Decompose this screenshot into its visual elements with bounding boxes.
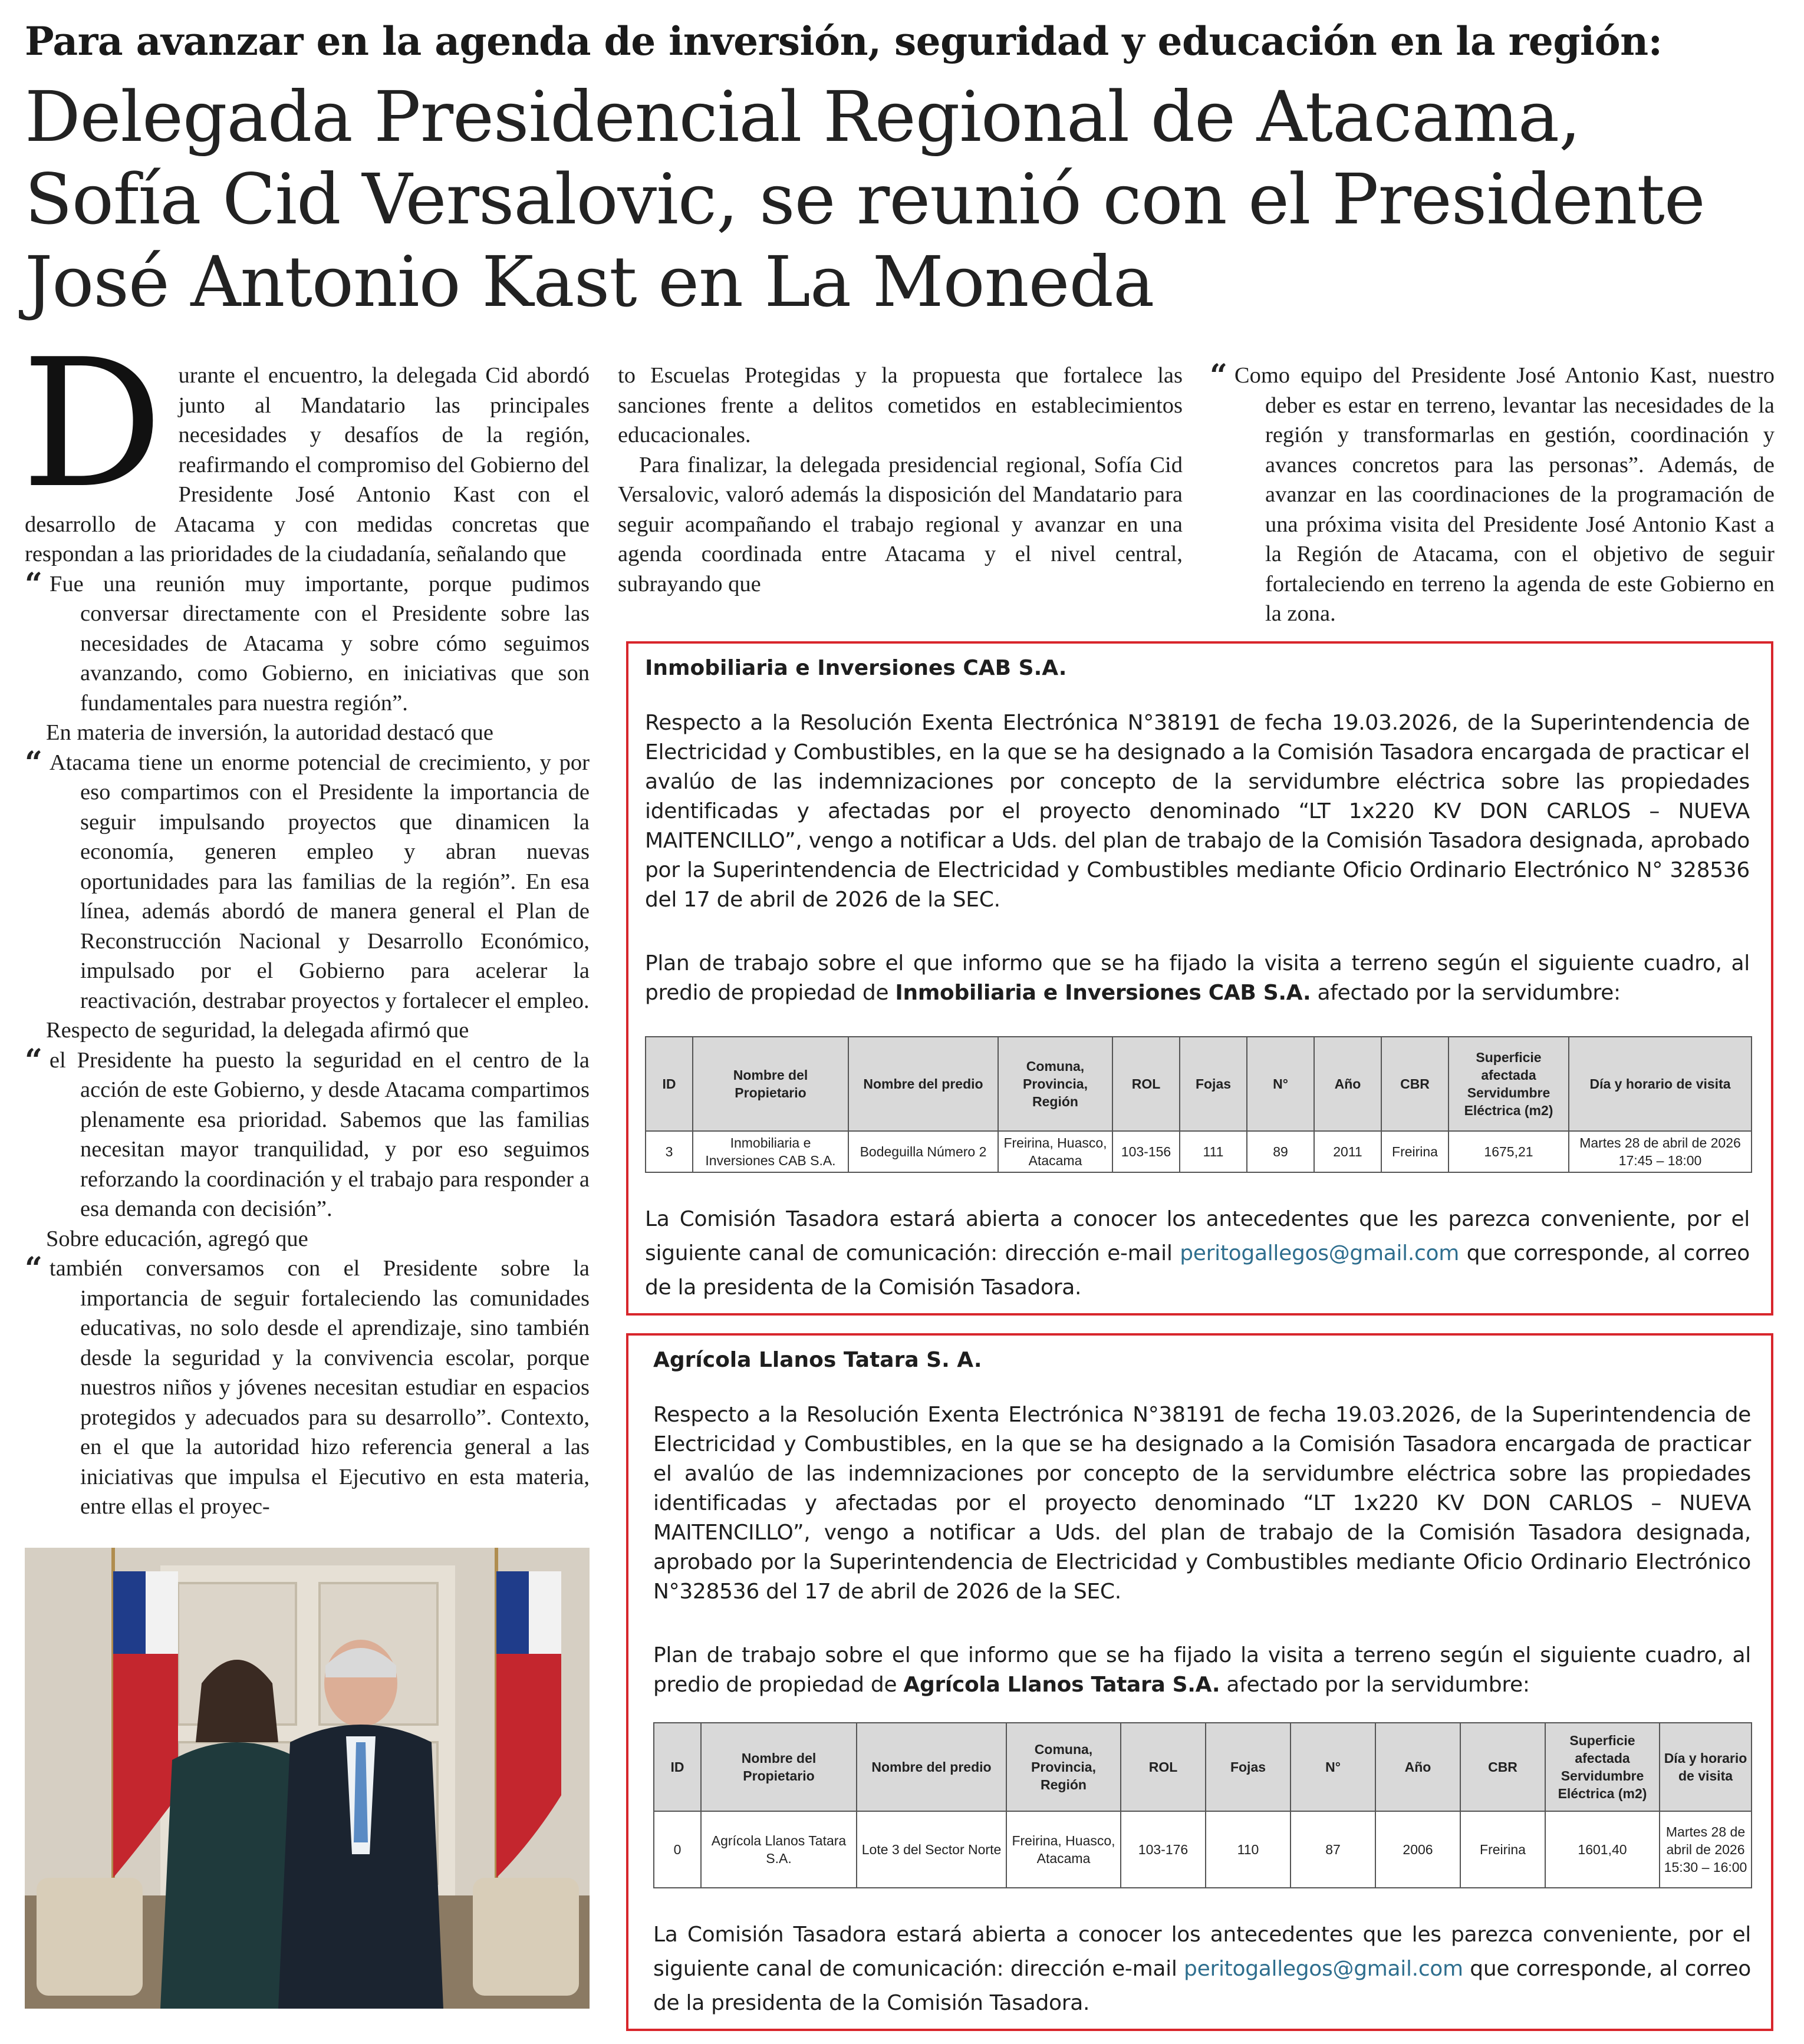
visit-schedule-table (645, 1036, 1752, 1173)
notice-paragraph: Respecto a la Resolución Exenta Electrónica N°38191 de fecha 19.03.2026, de la Superintendencia de Electricidad y Combustibles, en la que se ha designado a la Comisión Tasadora encargada de practicar el avalúo de las indemnizaciones por concepto de la servidumbre eléctrica sobre las propiedades identificadas y afectadas por el proyecto denominado “LT 1x220 KV DON CARLOS – NUEVA MAITENCILLO”, vengo a notificar a Uds. del plan de trabajo de la Comisión Tasadora designada, aprobado por la Superintendencia de Electricidad y Combustibles mediante Oficio Ordinario Electrónico N° 328536 del 17 de abril de 2026 de la SEC. (645, 711, 1750, 912)
quote: Como equipo del Presidente José Antonio Kast, nuestro deber es estar en terreno, levantar las necesidades de la región y transformarlas en gestión, coordinación y avances concretos para las personas”. Además, de avanzar en las coordinaciones de la programación de una próxima visita del Presidente José Antonio Kast a la Región de Atacama, con el objetivo de seguir fortaleciendo en terreno la agenda de este Gobierno en la zona. (1234, 363, 1775, 626)
quote-mark-icon: “ (1210, 358, 1227, 394)
notice-paragraph (645, 949, 1750, 1008)
header-location: Comuna, Provincia, Región (1006, 1723, 1121, 1811)
table-header-row (654, 1723, 1752, 1811)
text: que corresponde, al correo de la presidenta de la Comisión Tasadora. (645, 1241, 1750, 1300)
photo-illustration (25, 1548, 590, 2009)
header-number: N° (1247, 1037, 1314, 1131)
header-cbr: CBR (1460, 1723, 1545, 1811)
quote-mark-icon: “ (25, 744, 42, 781)
cell-cbr: Freirina (1381, 1131, 1449, 1172)
cell-location: Freirina, Huasco, Atacama (998, 1131, 1112, 1172)
paragraph: to Escuelas Protegidas y la propuesta que fortalece las sanciones frente a delitos cometidos en establecimientos educacionales. (618, 363, 1183, 447)
email-link[interactable]: peritogallegos@gmail.com (1180, 1241, 1460, 1265)
article-kicker: Para avanzar en la agenda de inversión, seguridad y educación en la región: (25, 18, 1663, 64)
quote: también conversamos con el Presidente sobre la importancia de seguir fortaleciendo las comunidades educativas, no solo desde el aprendizaje, sino también desde la seguridad y la convivencia escolar, porque nuestros niños y jóvenes necesitan estudiar en espacios protegidos y adecuados para su desarrollo”. Contexto, en el que la autoridad hizo referencia general a las iniciativas que impulsa el Ejecutivo en esta materia, entre ellas el proyec- (49, 1256, 590, 1519)
notice-title: Inmobiliaria e Inversiones CAB S.A. (645, 656, 1067, 680)
text: Plan de trabajo sobre el que informo que se ha fijado la visita a terreno según el siguiente cuadro, al predio de propiedad de (653, 1643, 1751, 1697)
cell-cbr: Freirina (1460, 1811, 1545, 1888)
quote: Fue una reunión muy importante, porque pudimos conversar directamente con el Presidente sobre las necesidades de Atacama y sobre cómo seguimos avanzando, como Gobierno, en iniciativas que son fundamentales para nuestra región”. (49, 571, 590, 716)
header-surface: Superficie afectada Servidumbre Eléctrica (m2) (1449, 1037, 1569, 1131)
notice-paragraph (653, 1641, 1751, 1700)
legal-notice-cab (626, 641, 1773, 1316)
paragraph: Respecto de seguridad, la delegada afirmó que (46, 1018, 469, 1043)
header-year: Año (1375, 1723, 1460, 1811)
header-owner: Nombre del Propietario (701, 1723, 857, 1811)
header-location: Comuna, Provincia, Región (998, 1037, 1112, 1131)
header-owner: Nombre del Propietario (693, 1037, 848, 1131)
legal-notice-agricola (626, 1333, 1773, 2031)
header-property: Nombre del predio (848, 1037, 998, 1131)
article-column-2 (618, 361, 1183, 599)
cell-number: 87 (1291, 1811, 1375, 1888)
header-cbr: CBR (1381, 1037, 1449, 1131)
cell-visit: Martes 28 de abril de 2026 15:30 – 16:00 (1660, 1811, 1752, 1888)
header-rol: ROL (1121, 1723, 1206, 1811)
quote-mark-icon: “ (25, 1042, 42, 1079)
email-link[interactable]: peritogallegos@gmail.com (1184, 1957, 1463, 1981)
notice-title: Agrícola Llanos Tatara S. A. (653, 1348, 982, 1372)
cell-surface: 1675,21 (1449, 1131, 1569, 1172)
notice-paragraph (653, 1918, 1751, 2020)
quote: Atacama tiene un enorme potencial de crecimiento, y por eso compartimos con el Presidente la importancia de seguir impulsando proyectos que dinamicen la economía, generen empleo y abran nuevas oportunidades para las familias de la región”. En esa línea, además abordó de manera general el Plan de Reconstrucción Nacional y Desarrollo Económico, impulsado por el Gobierno para acelerar la reactivación, destrabar proyectos y fortalecer el empleo. (49, 750, 590, 1013)
article-column-1 (21, 321, 590, 1522)
table-row (654, 1811, 1752, 1888)
header-id: ID (646, 1037, 693, 1131)
cell-id: 0 (654, 1811, 701, 1888)
owner-name: Agrícola Llanos Tatara S.A. (903, 1673, 1220, 1697)
text: La Comisión Tasadora estará abierta a conocer los antecedentes que les parezca conveniente, por el siguiente canal de comunicación: dirección e-mail (645, 1207, 1750, 1265)
text: afectado por la servidumbre: (1220, 1673, 1530, 1697)
notice-paragraph: Respecto a la Resolución Exenta Electrónica N°38191 de fecha 19.03.2026, de la Superintendencia de Electricidad y Combustibles, en la que se ha designado a la Comisión Tasadora encargada de practicar el avalúo de las indemnizaciones por concepto de la servidumbre eléctrica sobre las propiedades identificadas y afectadas por el proyecto denominado “LT 1x220 KV DON CARLOS – NUEVA MAITENCILLO”, vengo a notificar a Uds. del plan de trabajo de la Comisión Tasadora designada, aprobado por la Superintendencia de Electricidad y Combustibles mediante Oficio Ordinario Electrónico N°328536 del 17 de abril de 2026 de la SEC. (653, 1403, 1751, 1604)
header-visit: Día y horario de visita (1569, 1037, 1752, 1131)
quote: el Presidente ha puesto la seguridad en el centro de la acción de este Gobierno, y desde Atacama compartimos plenamente esa prioridad. Sabemos que las familias necesitan mayor tranquilidad, y por eso seguimos reforzando la coordinación y el trabajo para responder a esa demanda con decisión”. (49, 1047, 590, 1221)
article-headline: Delegada Presidencial Regional de Atacama, Sofía Cid Versalovic, se reunió con el Presidente José Antonio Kast en La Moneda (25, 76, 1705, 322)
header-fojas: Fojas (1180, 1037, 1247, 1131)
cell-year: 2006 (1375, 1811, 1460, 1888)
cell-owner: Agrícola Llanos Tatara S.A. (701, 1811, 857, 1888)
paragraph: Para finalizar, la delegada presidencial regional, Sofía Cid Versalovic, valoró además la disposición del Mandatario para seguir acompañando el trabajo regional y avanzar en una agenda coordinada entre Atacama y el nivel central, subrayando que (618, 452, 1183, 596)
quote-mark-icon: “ (25, 1251, 42, 1287)
article-column-3 (1210, 358, 1775, 629)
cell-number: 89 (1247, 1131, 1314, 1172)
cell-property: Bodeguilla Número 2 (848, 1131, 998, 1172)
notice-paragraph (645, 1202, 1750, 1305)
text: que corresponde, al correo de la presidenta de la Comisión Tasadora. (653, 1957, 1751, 2015)
article-photo (25, 1548, 590, 2009)
header-number: N° (1291, 1723, 1375, 1811)
drop-cap: D (21, 321, 163, 527)
cell-rol: 103-176 (1121, 1811, 1206, 1888)
header-property: Nombre del predio (857, 1723, 1006, 1811)
header-surface: Superficie afectada Servidumbre Eléctrica (m2) (1545, 1723, 1660, 1811)
header-rol: ROL (1112, 1037, 1180, 1131)
visit-schedule-table (653, 1722, 1752, 1888)
cell-year: 2011 (1314, 1131, 1381, 1172)
paragraph: Sobre educación, agregó que (46, 1226, 308, 1251)
cell-surface: 1601,40 (1545, 1811, 1660, 1888)
table-header-row (646, 1037, 1752, 1131)
owner-name: Inmobiliaria e Inversiones CAB S.A. (895, 981, 1311, 1005)
cell-owner: Inmobiliaria e Inversiones CAB S.A. (693, 1131, 848, 1172)
header-year: Año (1314, 1037, 1381, 1131)
table-row (646, 1131, 1752, 1172)
header-id: ID (654, 1723, 701, 1811)
cell-property: Lote 3 del Sector Norte (857, 1811, 1006, 1888)
paragraph: urante el encuentro, la delegada Cid abordó junto al Mandatario las principales necesidades y desafíos de la región, reafirmando el compromiso del Gobierno del Presidente José Antonio Kast con el desarrollo de Atacama y con medidas concretas que respondan a las prioridades de la ciudadanía, señalando que (25, 363, 590, 566)
header-visit: Día y horario de visita (1660, 1723, 1752, 1811)
cell-fojas: 111 (1180, 1131, 1247, 1172)
text: Plan de trabajo sobre el que informo que se ha fijado la visita a terreno según el siguiente cuadro, al predio de propiedad de (645, 951, 1750, 1005)
quote-mark-icon: “ (25, 566, 42, 602)
cell-visit: Martes 28 de abril de 2026 17:45 – 18:00 (1569, 1131, 1752, 1172)
header-fojas: Fojas (1206, 1723, 1291, 1811)
text: afectado por la servidumbre: (1311, 981, 1621, 1005)
cell-location: Freirina, Huasco, Atacama (1006, 1811, 1121, 1888)
text: La Comisión Tasadora estará abierta a conocer los antecedentes que les parezca conveniente, por el siguiente canal de comunicación: dirección e-mail (653, 1923, 1751, 1981)
paragraph: En materia de inversión, la autoridad destacó que (46, 720, 494, 745)
cell-rol: 103-156 (1112, 1131, 1180, 1172)
cell-id: 3 (646, 1131, 693, 1172)
cell-fojas: 110 (1206, 1811, 1291, 1888)
